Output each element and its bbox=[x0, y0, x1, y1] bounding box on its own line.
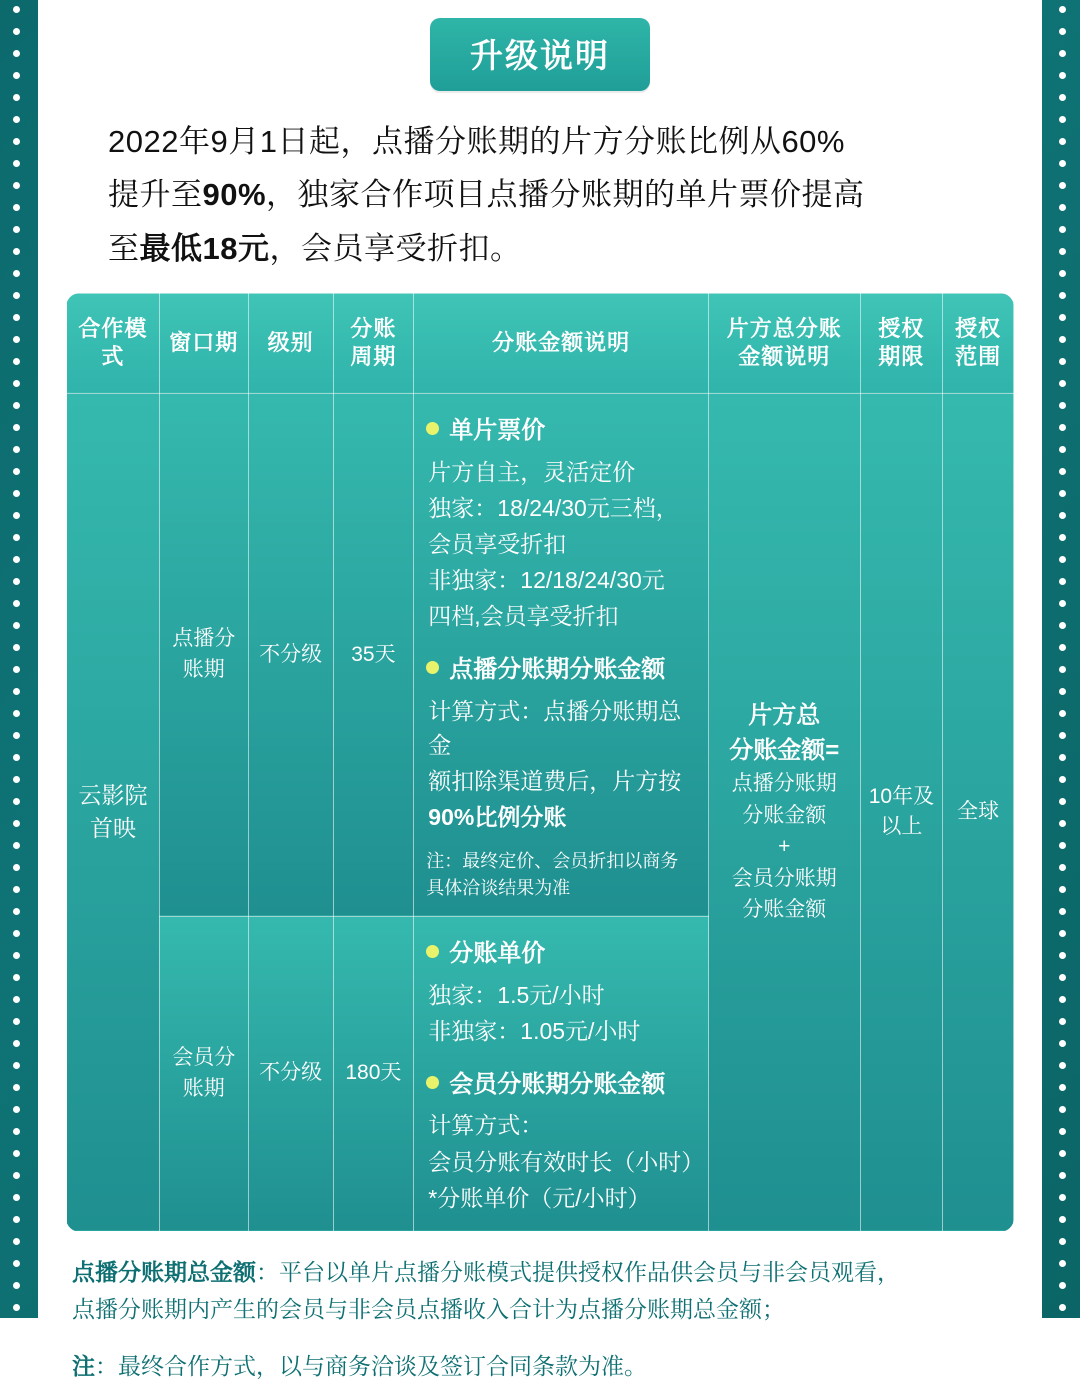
total-item-5: 分账金额 bbox=[742, 898, 827, 922]
intro-line-3-text-b: ，会员享受折扣。 bbox=[269, 230, 522, 266]
cell-window-vod: 点播分账期 bbox=[159, 393, 248, 916]
bullet-vod-amount-label: 点播分账期分账金额 bbox=[449, 655, 666, 683]
footnote-1-label: 点播分账期总金额 bbox=[72, 1258, 256, 1285]
cell-total-desc bbox=[709, 393, 860, 1231]
intro-line-2-emphasis: 90% bbox=[202, 177, 267, 213]
total-item-1: 点播分账期 bbox=[731, 772, 837, 796]
footnote-1 bbox=[72, 1254, 1008, 1291]
footnote-2-label: 注 bbox=[72, 1353, 95, 1380]
bullet-dot-icon bbox=[426, 1076, 439, 1089]
header-level: 级别 bbox=[248, 293, 333, 393]
table-header-row bbox=[67, 293, 1014, 393]
total-title-line-2: 分账金额= bbox=[729, 736, 840, 764]
cell-level-vod: 不分级 bbox=[248, 393, 333, 916]
bullet-single-ticket bbox=[426, 414, 696, 449]
content-card bbox=[38, 0, 1042, 1380]
total-title-line-1: 片方总 bbox=[748, 701, 821, 729]
vod-line-4: 非独家：12/18/24/30元 bbox=[428, 566, 665, 593]
header-scope: 授权范围 bbox=[943, 293, 1014, 393]
member-calc-line-2: 会员分账有效时长（小时） bbox=[428, 1148, 705, 1175]
footnote-1-text: ：平台以单片点播分账模式提供授权作品供会员与非会员观看， bbox=[256, 1258, 900, 1285]
bullet-dot-icon bbox=[426, 422, 439, 435]
cell-term bbox=[860, 393, 943, 1231]
member-line-1: 独家：1.5元/小时 bbox=[428, 981, 605, 1008]
intro-line-3 bbox=[108, 222, 994, 275]
bullet-dot-icon bbox=[426, 945, 439, 958]
total-item-3: + bbox=[778, 835, 791, 859]
cell-amount-desc-member bbox=[414, 916, 709, 1231]
spacer bbox=[426, 635, 696, 647]
intro-paragraph bbox=[108, 115, 994, 275]
footnote-2 bbox=[72, 1348, 1008, 1385]
vod-calc-line-3: 90%比例分账 bbox=[428, 803, 567, 830]
term-line-1: 10年及 bbox=[868, 784, 935, 808]
bullet-unit-price bbox=[426, 937, 696, 972]
vod-note: 注：最终定价、会员折扣以商务具体洽谈结果为准 bbox=[426, 850, 679, 898]
bullet-unit-price-label: 分账单价 bbox=[449, 939, 546, 967]
member-line-2: 非独家：1.05元/小时 bbox=[428, 1017, 641, 1044]
bullet-dot-icon bbox=[426, 661, 439, 674]
page-title: 升级说明 bbox=[430, 18, 650, 91]
cell-scope: 全球 bbox=[943, 393, 1014, 1231]
footnotes bbox=[72, 1254, 1008, 1385]
bullet-single-ticket-label: 单片票价 bbox=[449, 416, 546, 444]
cell-cycle-member: 180天 bbox=[333, 916, 414, 1231]
vod-line-1: 片方自主，灵活定价 bbox=[428, 458, 636, 485]
vod-calc-line-1: 计算方式：点播分账期总金 bbox=[428, 697, 682, 758]
member-calc-line-1: 计算方式： bbox=[428, 1112, 544, 1139]
header-amount-desc: 分账金额说明 bbox=[414, 293, 709, 393]
header-total-desc: 片方总分账金额说明 bbox=[709, 293, 860, 393]
vod-line-2: 独家：18/24/30元三档， bbox=[428, 494, 679, 521]
header-cycle: 分账周期 bbox=[333, 293, 414, 393]
intro-line-3-emphasis: 最低18元 bbox=[139, 230, 270, 266]
vod-calc-line-2: 额扣除渠道费后，片方按 bbox=[428, 767, 682, 794]
intro-line-1-text: 2022年9月1日起，点播分账期的片方分账比例从60% bbox=[108, 124, 845, 159]
spacer bbox=[426, 1050, 696, 1062]
bullet-member-amount bbox=[426, 1068, 696, 1103]
term-line-2: 以上 bbox=[880, 815, 923, 839]
header-mode: 合作模式 bbox=[67, 293, 160, 393]
table-row bbox=[67, 393, 1014, 916]
right-dotted-border bbox=[1058, 0, 1068, 1318]
member-calc-line-3: *分账单价（元/小时） bbox=[428, 1184, 651, 1211]
header-window: 窗口期 bbox=[159, 293, 248, 393]
cell-level-member: 不分级 bbox=[248, 916, 333, 1231]
cell-mode: 云影院首映 bbox=[67, 393, 160, 1231]
vod-line-5: 四档,会员享受折扣 bbox=[428, 602, 619, 629]
pricing-table-container bbox=[66, 293, 1014, 1232]
cell-amount-desc-vod bbox=[414, 393, 709, 916]
pricing-table bbox=[66, 293, 1014, 1232]
header-term: 授权期限 bbox=[860, 293, 943, 393]
intro-line-3-text-a: 至 bbox=[108, 230, 140, 266]
intro-line-2 bbox=[108, 168, 994, 221]
bullet-vod-amount bbox=[426, 653, 696, 688]
intro-line-1 bbox=[108, 115, 994, 168]
cell-cycle-vod: 35天 bbox=[333, 393, 414, 916]
total-item-2: 分账金额 bbox=[742, 803, 827, 827]
title-container bbox=[38, 0, 1042, 91]
bullet-member-amount-label: 会员分账期分账金额 bbox=[449, 1070, 666, 1098]
vod-line-3: 会员享受折扣 bbox=[428, 530, 567, 557]
intro-line-2-text-a: 提升至 bbox=[108, 177, 203, 213]
cell-window-member: 会员分账期 bbox=[159, 916, 248, 1231]
left-dotted-border bbox=[12, 0, 22, 1318]
footnote-1-line-2: 点播分账期内产生的会员与非会员点播收入合计为点播分账期总金额； bbox=[72, 1295, 785, 1322]
total-item-4: 会员分账期 bbox=[731, 866, 837, 890]
intro-line-2-text-b: ，独家合作项目点播分账期的单片票价提高 bbox=[266, 177, 865, 213]
footnote-2-text: ：最终合作方式，以与商务洽谈及签订合同条款为准。 bbox=[95, 1353, 647, 1380]
